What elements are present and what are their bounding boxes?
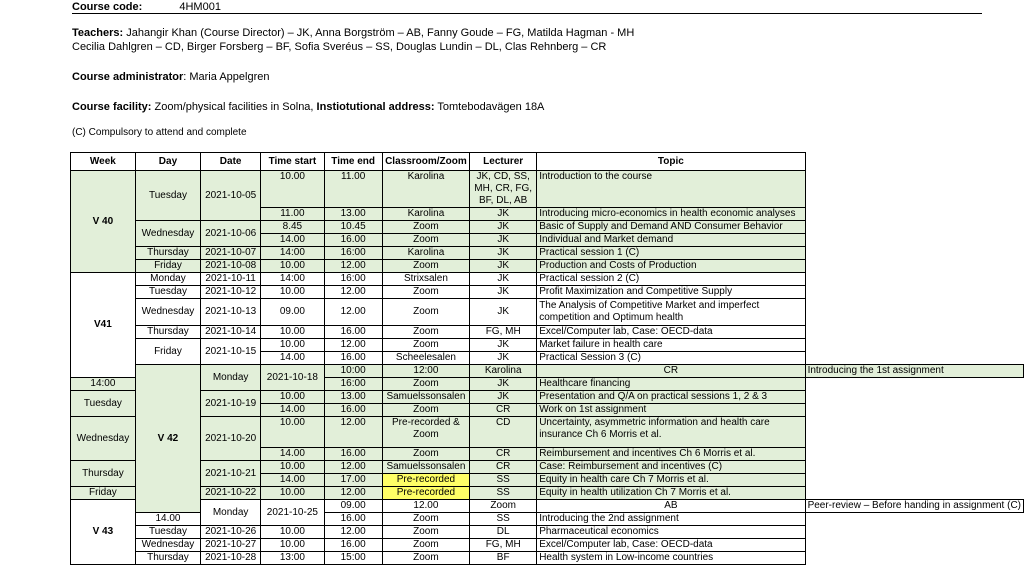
day-cell: Wednesday — [71, 417, 136, 461]
table-row — [71, 221, 1024, 234]
col-lecturer: Lecturer — [470, 153, 537, 171]
col-time-end: Time end — [324, 153, 382, 171]
table-row — [71, 461, 1024, 474]
lecturer: JK — [470, 234, 537, 247]
time-start: 10.00 — [261, 487, 324, 500]
time-end: 13.00 — [324, 391, 382, 404]
lecturer: SS — [470, 487, 537, 500]
address-label: Instiotutional address: — [316, 101, 435, 113]
time-end: 16.00 — [324, 539, 382, 552]
header-rule — [72, 13, 982, 14]
time-start: 09.00 — [324, 500, 382, 513]
time-start: 10.00 — [261, 326, 324, 339]
topic: The Analysis of Competitive Market and imperfect competition and Optimum health — [537, 299, 805, 326]
time-end: 12.00 — [324, 339, 382, 352]
admin-label: Course administrator — [72, 71, 184, 83]
table-row — [71, 260, 1024, 273]
topic: Presentation and Q/A on practical sessions 1, 2 & 3 — [537, 391, 805, 404]
classroom: Zoom — [382, 234, 469, 247]
classroom: Zoom — [382, 404, 469, 417]
time-end: 12.00 — [324, 286, 382, 299]
topic: Practical session 1 (C) — [537, 247, 805, 260]
date-cell: 2021-10-19 — [201, 391, 261, 417]
topic: Basic of Supply and Demand AND Consumer Behavior — [537, 221, 805, 234]
time-end: 12.00 — [382, 500, 469, 513]
date-cell: 2021-10-26 — [201, 526, 261, 539]
time-start: 8.45 — [261, 221, 324, 234]
table-row — [71, 273, 1024, 286]
topic: Market failure in health care — [537, 339, 805, 352]
time-start: 10.00 — [261, 391, 324, 404]
classroom: Zoom — [382, 339, 469, 352]
table-row — [71, 391, 1024, 404]
time-start: 14:00 — [261, 273, 324, 286]
lecturer: CD — [470, 417, 537, 448]
lecturer: CR — [470, 461, 537, 474]
time-end: 12.00 — [324, 487, 382, 500]
topic: Equity in health utilization Ch 7 Morris et al. — [537, 487, 805, 500]
time-start: 10.00 — [261, 417, 324, 448]
lecturer: AB — [537, 500, 805, 513]
facility-line — [72, 101, 544, 113]
time-end: 12.00 — [324, 417, 382, 448]
date-cell: 2021-10-18 — [261, 365, 324, 391]
time-start: 14:00 — [261, 247, 324, 260]
lecturer: SS — [470, 474, 537, 487]
lecturer: BF — [470, 552, 537, 565]
teachers-line-1 — [72, 27, 634, 39]
time-end: 12.00 — [324, 260, 382, 273]
day-cell: Friday — [71, 487, 136, 500]
col-topic: Topic — [537, 153, 805, 171]
table-row — [71, 552, 1024, 565]
day-cell: Tuesday — [135, 171, 200, 221]
table-row — [71, 500, 1024, 513]
time-end: 12.00 — [324, 526, 382, 539]
topic: Equity in health care Ch 7 Morris et al. — [537, 474, 805, 487]
classroom: Zoom — [382, 286, 469, 299]
table-row — [71, 286, 1024, 299]
date-cell: 2021-10-08 — [201, 260, 261, 273]
date-cell: 2021-10-20 — [201, 417, 261, 461]
topic: Pharmaceutical economics — [537, 526, 805, 539]
lecturer: CR — [470, 448, 537, 461]
classroom: Zoom — [382, 539, 469, 552]
topic: Practical session 2 (C) — [537, 273, 805, 286]
classroom: Zoom — [470, 500, 537, 513]
table-row — [71, 339, 1024, 352]
week-cell: V 40 — [71, 171, 136, 273]
date-cell: 2021-10-07 — [201, 247, 261, 260]
time-end: 12:00 — [382, 365, 469, 378]
time-start: 14.00 — [261, 234, 324, 247]
table-row — [71, 365, 1024, 378]
time-start: 10.00 — [261, 260, 324, 273]
lecturer: JK — [470, 260, 537, 273]
topic: Individual and Market demand — [537, 234, 805, 247]
time-end: 16:00 — [324, 247, 382, 260]
time-end: 16.00 — [324, 352, 382, 365]
lecturer: FG, MH — [470, 539, 537, 552]
week-cell: V41 — [71, 273, 136, 378]
topic: Excel/Computer lab, Case: OECD-data — [537, 326, 805, 339]
topic: Peer-review – Before handing in assignment (C) — [805, 500, 1023, 513]
classroom: Zoom — [382, 552, 469, 565]
topic: Case: Reimbursement and incentives (C) — [537, 461, 805, 474]
time-end: 11.00 — [324, 171, 382, 208]
lecturer: SS — [470, 513, 537, 526]
time-start: 10.00 — [261, 339, 324, 352]
table-row — [71, 487, 1024, 500]
date-cell: 2021-10-14 — [201, 326, 261, 339]
classroom: Scheelesalen — [382, 352, 469, 365]
date-cell: 2021-10-06 — [201, 221, 261, 247]
classroom: Zoom — [382, 326, 469, 339]
compulsory-note: (C) Compulsory to attend and complete — [72, 127, 247, 138]
date-cell: 2021-10-11 — [201, 273, 261, 286]
time-end: 17.00 — [324, 474, 382, 487]
topic: Healthcare financing — [537, 378, 805, 391]
time-start: 14.00 — [261, 474, 324, 487]
day-cell: Thursday — [135, 552, 200, 565]
col-day: Day — [135, 153, 200, 171]
day-cell: Monday — [201, 365, 261, 391]
topic: Profit Maximization and Competitive Supply — [537, 286, 805, 299]
classroom: Zoom — [382, 221, 469, 234]
header-row — [71, 153, 1024, 171]
time-start: 14.00 — [261, 404, 324, 417]
time-start: 14.00 — [261, 448, 324, 461]
date-cell: 2021-10-21 — [201, 461, 261, 487]
lecturer: JK — [470, 247, 537, 260]
day-cell: Thursday — [135, 326, 200, 339]
time-end: 16.00 — [324, 326, 382, 339]
topic: Health system in Low-income countries — [537, 552, 805, 565]
topic: Practical Session 3 (C) — [537, 352, 805, 365]
time-start: 11.00 — [261, 208, 324, 221]
classroom-highlighted: Pre-recorded — [382, 474, 469, 487]
topic: Introducing the 1st assignment — [805, 365, 1023, 378]
facility-value: Zoom/physical facilities in Solna, — [151, 101, 317, 113]
table-row — [71, 299, 1024, 326]
lecturer: CR — [470, 404, 537, 417]
lecturer: JK — [470, 221, 537, 234]
lecturer: JK — [470, 352, 537, 365]
topic: Introducing the 2nd assignment — [537, 513, 805, 526]
day-cell: Tuesday — [135, 526, 200, 539]
classroom: Zoom — [382, 448, 469, 461]
course-code-label: Course code: — [72, 1, 143, 13]
time-end: 16.00 — [324, 448, 382, 461]
date-cell: 2021-10-28 — [201, 552, 261, 565]
col-time-start: Time start — [261, 153, 324, 171]
date-cell: 2021-10-15 — [201, 339, 261, 365]
classroom: Karolina — [382, 171, 469, 208]
table-row — [71, 247, 1024, 260]
col-classroom: Classroom/Zoom — [382, 153, 469, 171]
date-cell: 2021-10-12 — [201, 286, 261, 299]
time-start: 13:00 — [261, 552, 324, 565]
topic: Work on 1st assignment — [537, 404, 805, 417]
course-code-value: 4HM001 — [179, 1, 221, 13]
schedule-table — [70, 152, 1024, 565]
day-cell: Friday — [135, 339, 200, 365]
time-end: 10.45 — [324, 221, 382, 234]
topic: Introducing micro-economics in health economic analyses — [537, 208, 805, 221]
lecturer: JK — [470, 391, 537, 404]
lecturer: FG, MH — [470, 326, 537, 339]
table-row — [71, 171, 1024, 208]
day-cell: Tuesday — [135, 286, 200, 299]
classroom-highlighted: Pre-recorded — [382, 487, 469, 500]
day-cell: Friday — [135, 260, 200, 273]
classroom: Zoom — [382, 526, 469, 539]
table-row — [71, 417, 1024, 448]
time-start: 14:00 — [71, 378, 136, 391]
day-cell: Wednesday — [135, 539, 200, 552]
table-row — [71, 539, 1024, 552]
date-cell: 2021-10-13 — [201, 299, 261, 326]
time-start: 14.00 — [135, 513, 200, 526]
day-cell: Tuesday — [71, 391, 136, 417]
topic: Production and Costs of Production — [537, 260, 805, 273]
day-cell: Thursday — [135, 247, 200, 260]
day-cell: Wednesday — [135, 299, 200, 326]
course-code-line — [72, 1, 221, 13]
classroom: Zoom — [382, 378, 469, 391]
topic: Introduction to the course — [537, 171, 805, 208]
classroom: Pre-recorded & Zoom — [382, 417, 469, 448]
week-cell: V 43 — [71, 500, 136, 565]
classroom: Strixsalen — [382, 273, 469, 286]
day-cell: Monday — [135, 273, 200, 286]
col-week: Week — [71, 153, 136, 171]
time-end: 16.00 — [324, 234, 382, 247]
lecturer: JK — [470, 299, 537, 326]
time-end: 16:00 — [324, 378, 382, 391]
time-start: 10.00 — [261, 286, 324, 299]
topic: Uncertainty, asymmetric information and health care insurance Ch 6 Morris et al. — [537, 417, 805, 448]
time-end: 12.00 — [324, 299, 382, 326]
lecturer: JK — [470, 339, 537, 352]
time-start: 09.00 — [261, 299, 324, 326]
classroom: Karolina — [382, 208, 469, 221]
classroom: Karolina — [470, 365, 537, 378]
time-start: 10.00 — [261, 539, 324, 552]
classroom: Zoom — [382, 299, 469, 326]
lecturer: JK, CD, SS, MH, CR, FG, BF, DL, AB — [470, 171, 537, 208]
time-end: 16.00 — [324, 404, 382, 417]
time-start: 14.00 — [261, 352, 324, 365]
classroom: Zoom — [382, 260, 469, 273]
day-cell: Wednesday — [135, 221, 200, 247]
classroom: Samuelssonsalen — [382, 461, 469, 474]
time-end: 16.00 — [324, 513, 382, 526]
admin-value: : Maria Appelgren — [183, 71, 270, 83]
day-cell: Monday — [201, 500, 261, 526]
table-row — [71, 326, 1024, 339]
teachers-list-1: Jahangir Khan (Course Director) – JK, Anna Borgström – AB, Fanny Goude – FG, Matilda Hagman - MH — [123, 27, 635, 39]
time-start: 10.00 — [261, 526, 324, 539]
classroom: Samuelssonsalen — [382, 391, 469, 404]
col-date: Date — [201, 153, 261, 171]
teachers-line-2: Cecilia Dahlgren – CD, Birger Forsberg – BF, Sofia Sveréus – SS, Douglas Lundin – DL, Clas Rehnberg – CR — [72, 41, 607, 53]
lecturer: JK — [470, 378, 537, 391]
classroom: Karolina — [382, 247, 469, 260]
day-cell: Thursday — [71, 461, 136, 487]
address-value: Tomtebodavägen 18A — [434, 101, 545, 113]
time-end: 16:00 — [324, 273, 382, 286]
lecturer: CR — [537, 365, 805, 378]
teachers-label: Teachers: — [72, 27, 124, 39]
lecturer: JK — [470, 208, 537, 221]
table-row — [71, 526, 1024, 539]
facility-label: Course facility: — [72, 101, 152, 113]
topic: Reimbursement and incentives Ch 6 Morris et al. — [537, 448, 805, 461]
date-cell: 2021-10-27 — [201, 539, 261, 552]
topic: Excel/Computer lab, Case: OECD-data — [537, 539, 805, 552]
lecturer: DL — [470, 526, 537, 539]
date-cell: 2021-10-05 — [201, 171, 261, 221]
time-end: 12.00 — [324, 461, 382, 474]
lecturer: JK — [470, 273, 537, 286]
time-start: 10.00 — [261, 171, 324, 208]
time-end: 13.00 — [324, 208, 382, 221]
time-start: 10.00 — [261, 461, 324, 474]
admin-line — [72, 71, 269, 83]
date-cell: 2021-10-25 — [261, 500, 324, 526]
week-cell: V 42 — [135, 365, 200, 513]
date-cell: 2021-10-22 — [201, 487, 261, 500]
lecturer: JK — [470, 286, 537, 299]
time-start: 10:00 — [324, 365, 382, 378]
classroom: Zoom — [382, 513, 469, 526]
time-end: 15:00 — [324, 552, 382, 565]
